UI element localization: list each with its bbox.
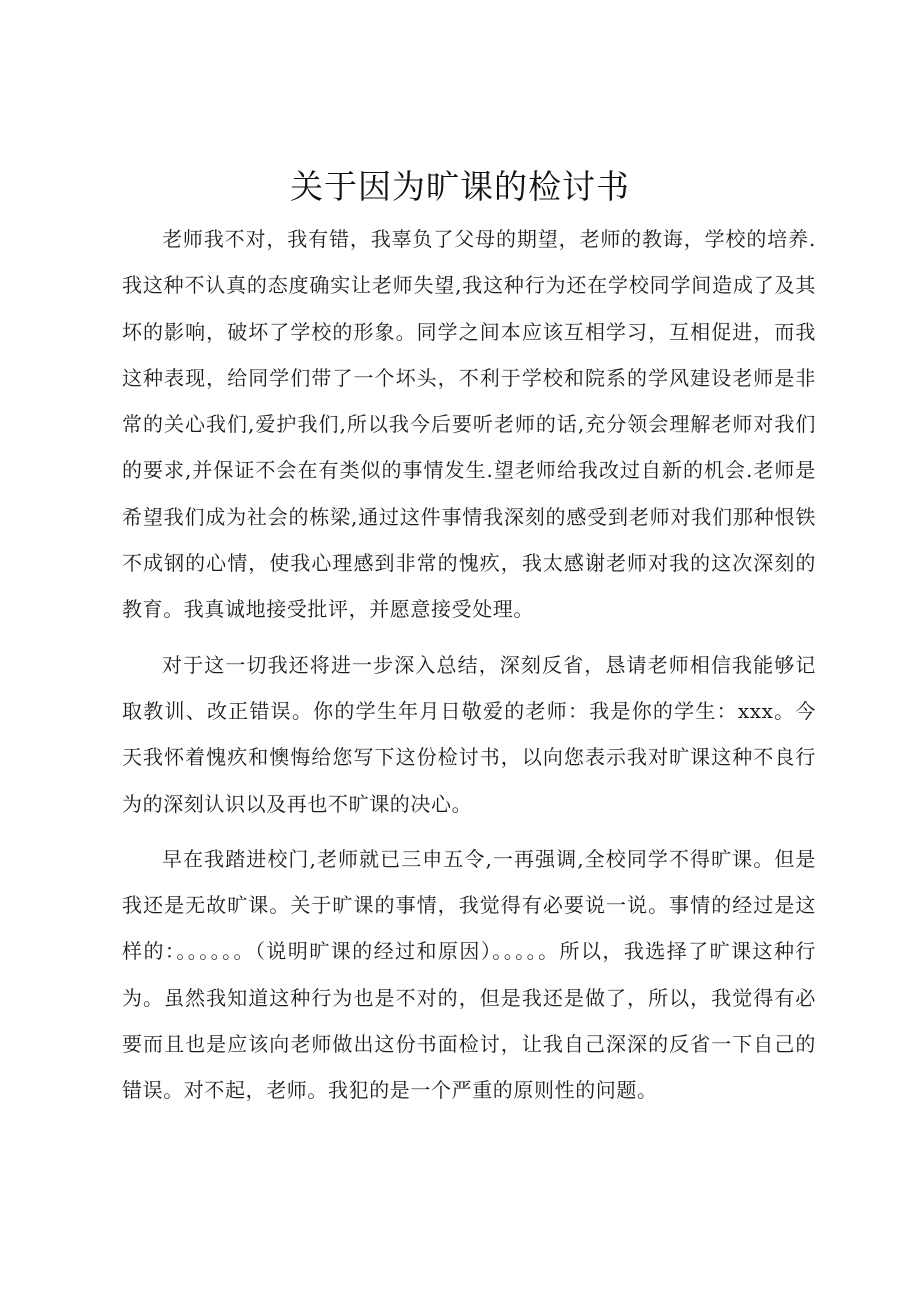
paragraph-3: 早在我踏进校门,老师就已三申五令,一再强调,全校同学不得旷课。但是我还是无故旷课。关于旷课的事情，我觉得有必要说一说。事情的经过是这样的：。。。。。。（说明旷课的经过和原因）。。。。。所以，我选择了旷课这种行为。虽然我知道这种行为也是不对的，但是我还是做了，所以，我觉得有必要而且也是应该向老师做出这份书面检讨，让我自己深深的反省一下自己的错误。对不起，老师。我犯的是一个严重的原则性的问题。 xyxy=(122,846,816,1103)
document-body xyxy=(122,216,816,1114)
document-title: 关于因为旷课的检讨书 xyxy=(290,167,630,206)
paragraph-2: 对于这一切我还将进一步深入总结，深刻反省，恳请老师相信我能够记取教训、改正错误。你的学生年月日敬爱的老师：我是你的学生：xxx。今天我怀着愧疚和懊悔给您写下这份检讨书，以向您表示我对旷课这种不良行为的深刻认识以及再也不旷课的决心。 xyxy=(122,652,816,816)
paragraph-1: 老师我不对，我有错，我辜负了父母的期望，老师的教诲，学校的培养.我这种不认真的态度确实让老师失望,我这种行为还在学校同学间造成了及其坏的影响，破坏了学校的形象。同学之间本应该互相学习，互相促进，而我这种表现，给同学们带了一个坏头，不利于学校和院系的学风建设老师是非常的关心我们,爱护我们,所以我今后要听老师的话,充分领会理解老师对我们的要求,并保证不会在有类似的事情发生.望老师给我改过自新的机会.老师是希望我们成为社会的栋梁,通过这件事情我深刻的感受到老师对我们那种恨铁不成钢的心情，使我心理感到非常的愧疚，我太感谢老师对我的这次深刻的教育。我真诚地接受批评，并愿意接受处理。 xyxy=(122,227,816,622)
